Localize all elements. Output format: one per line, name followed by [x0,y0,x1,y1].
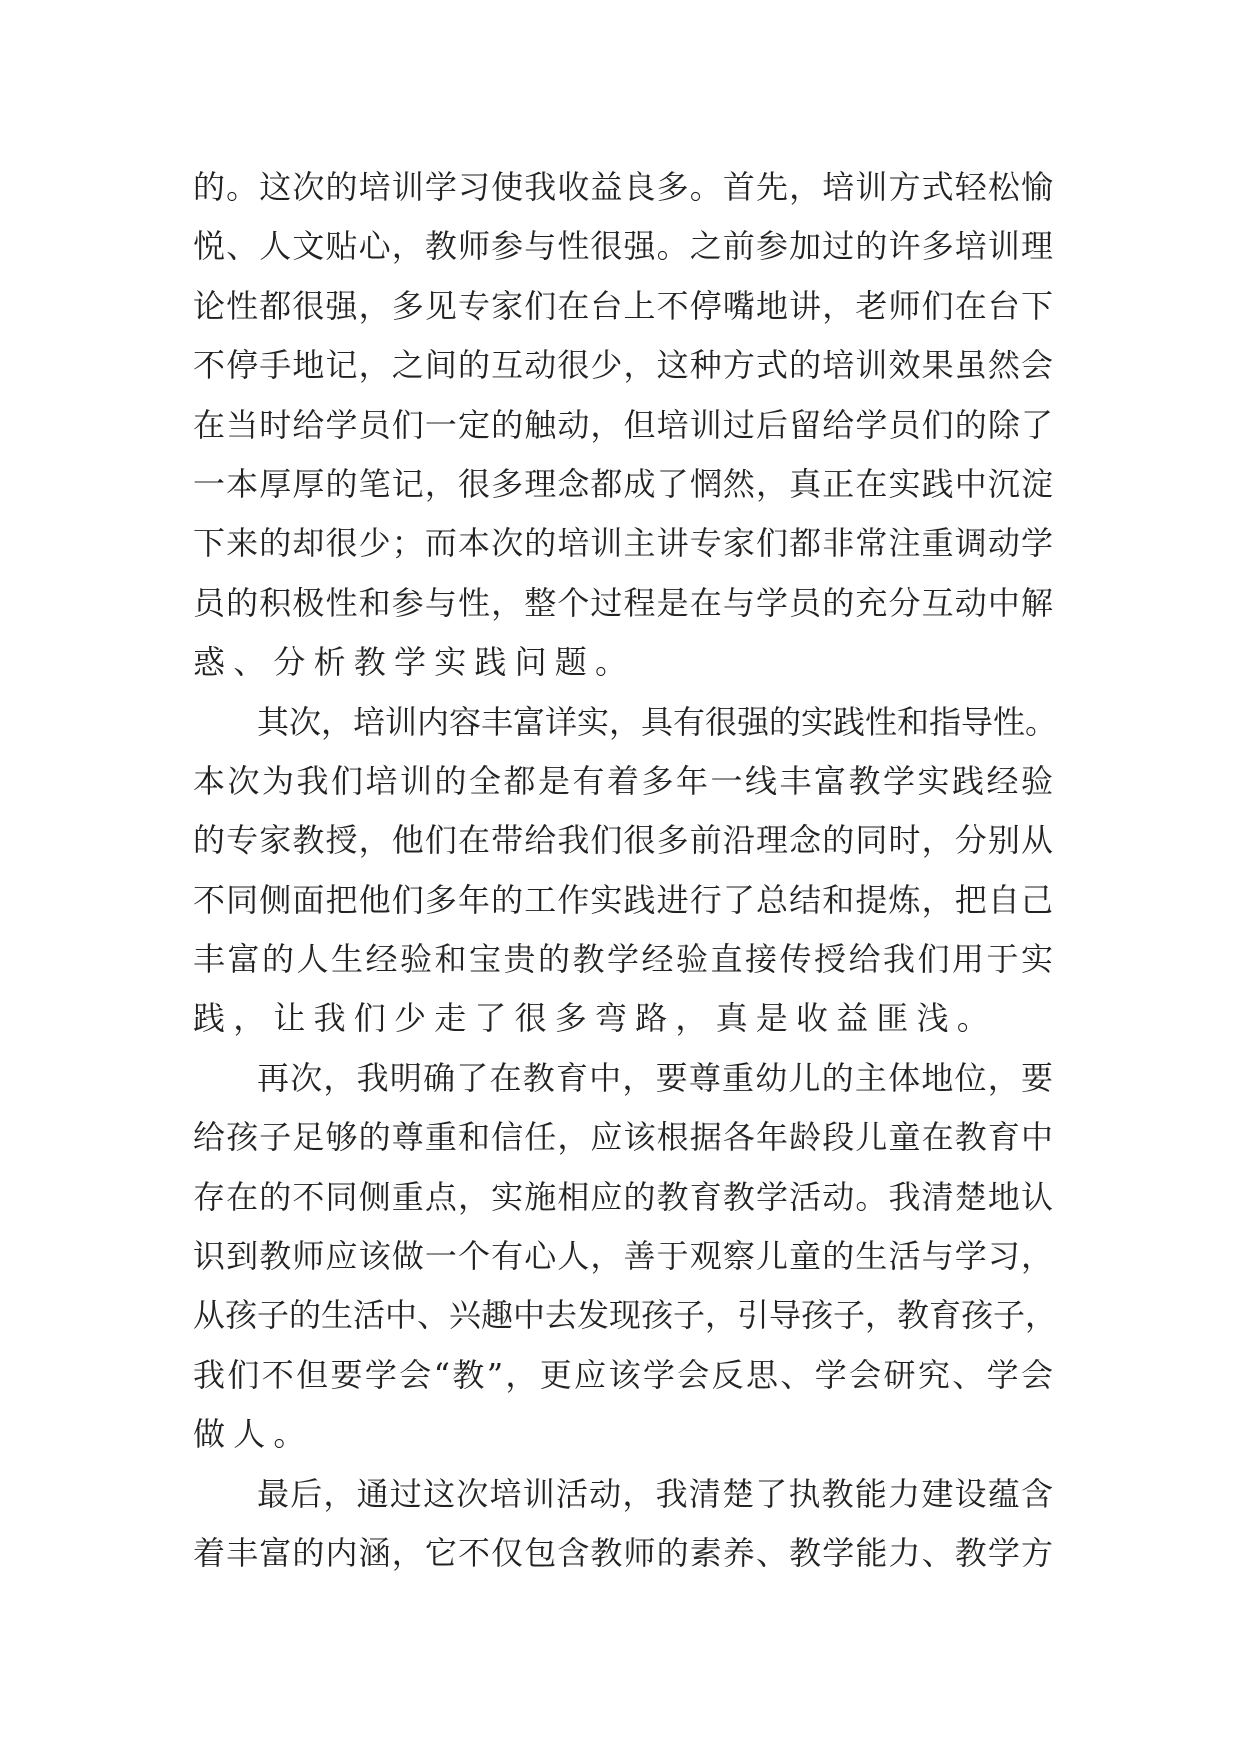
paragraph-1 [193,158,1053,693]
text-line: 下来的却很少；而本次的培训主讲专家们都非常注重调动学 [193,524,1053,563]
text-line: 最后，通过这次培训活动，我清楚了执教能力建设蕴含 [257,1474,1053,1513]
text-line: 一本厚厚的笔记，很多理念都成了惘然，真正在实践中沉淀 [193,464,1053,503]
text-line: 在当时给学员们一定的触动，但培训过后留给学员们的除了 [193,405,1053,444]
document-page [193,158,1058,1583]
text-line: 再次，我明确了在教育中，要尊重幼儿的主体地位，要 [257,1058,1053,1097]
text-line: 践，让我们少走了很多弯路，真是收益匪浅。 [193,999,998,1038]
text-line: 不停手地记，之间的互动很少，这种方式的培训效果虽然会 [193,346,1053,385]
paragraph-2 [193,693,1058,1049]
text-line: 其次，培训内容丰富详实，具有很强的实践性和指导性。 [257,702,1058,741]
text-line: 员的积极性和参与性，整个过程是在与学员的充分互动中解 [193,583,1053,622]
paragraph-4 [193,1465,1053,1584]
text-line: 识到教师应该做一个有心人，善于观察儿童的生活与学习， [193,1237,1053,1276]
text-line: 着丰富的内涵，它不仅包含教师的素养、教学能力、教学方 [193,1533,1053,1572]
text-line: 论性都很强，多见专家们在台上不停嘴地讲，老师们在台下 [193,286,1053,325]
text-line: 做人。 [193,1415,314,1454]
text-line: 的。这次的培训学习使我收益良多。首先，培训方式轻松愉 [193,168,1053,206]
text-line: 悦、人文贴心，教师参与性很强。之前参加过的许多培训理 [193,227,1053,266]
text-line: 存在的不同侧重点，实施相应的教育教学活动。我清楚地认 [193,1177,1053,1216]
text-line: 丰富的人生经验和宝贵的教学经验直接传授给我们用于实 [193,940,1053,979]
text-line: 惑、分析教学实践问题。 [193,643,636,682]
text-line: 本次为我们培训的全都是有着多年一线丰富教学实践经验 [193,761,1053,800]
text-line: 我们不但要学会“教”，更应该学会反思、学会研究、学会 [193,1355,1053,1394]
text-line: 给孩子足够的尊重和信任，应该根据各年龄段儿童在教育中 [193,1118,1053,1157]
text-line: 不同侧面把他们多年的工作实践进行了总结和提炼，把自己 [193,880,1053,919]
text-line: 的专家教授，他们在带给我们很多前沿理念的同时，分别从 [193,821,1053,860]
text-line: 从孩子的生活中、兴趣中去发现孩子，引导孩子，教育孩子， [193,1296,1058,1335]
paragraph-3 [193,1049,1058,1465]
